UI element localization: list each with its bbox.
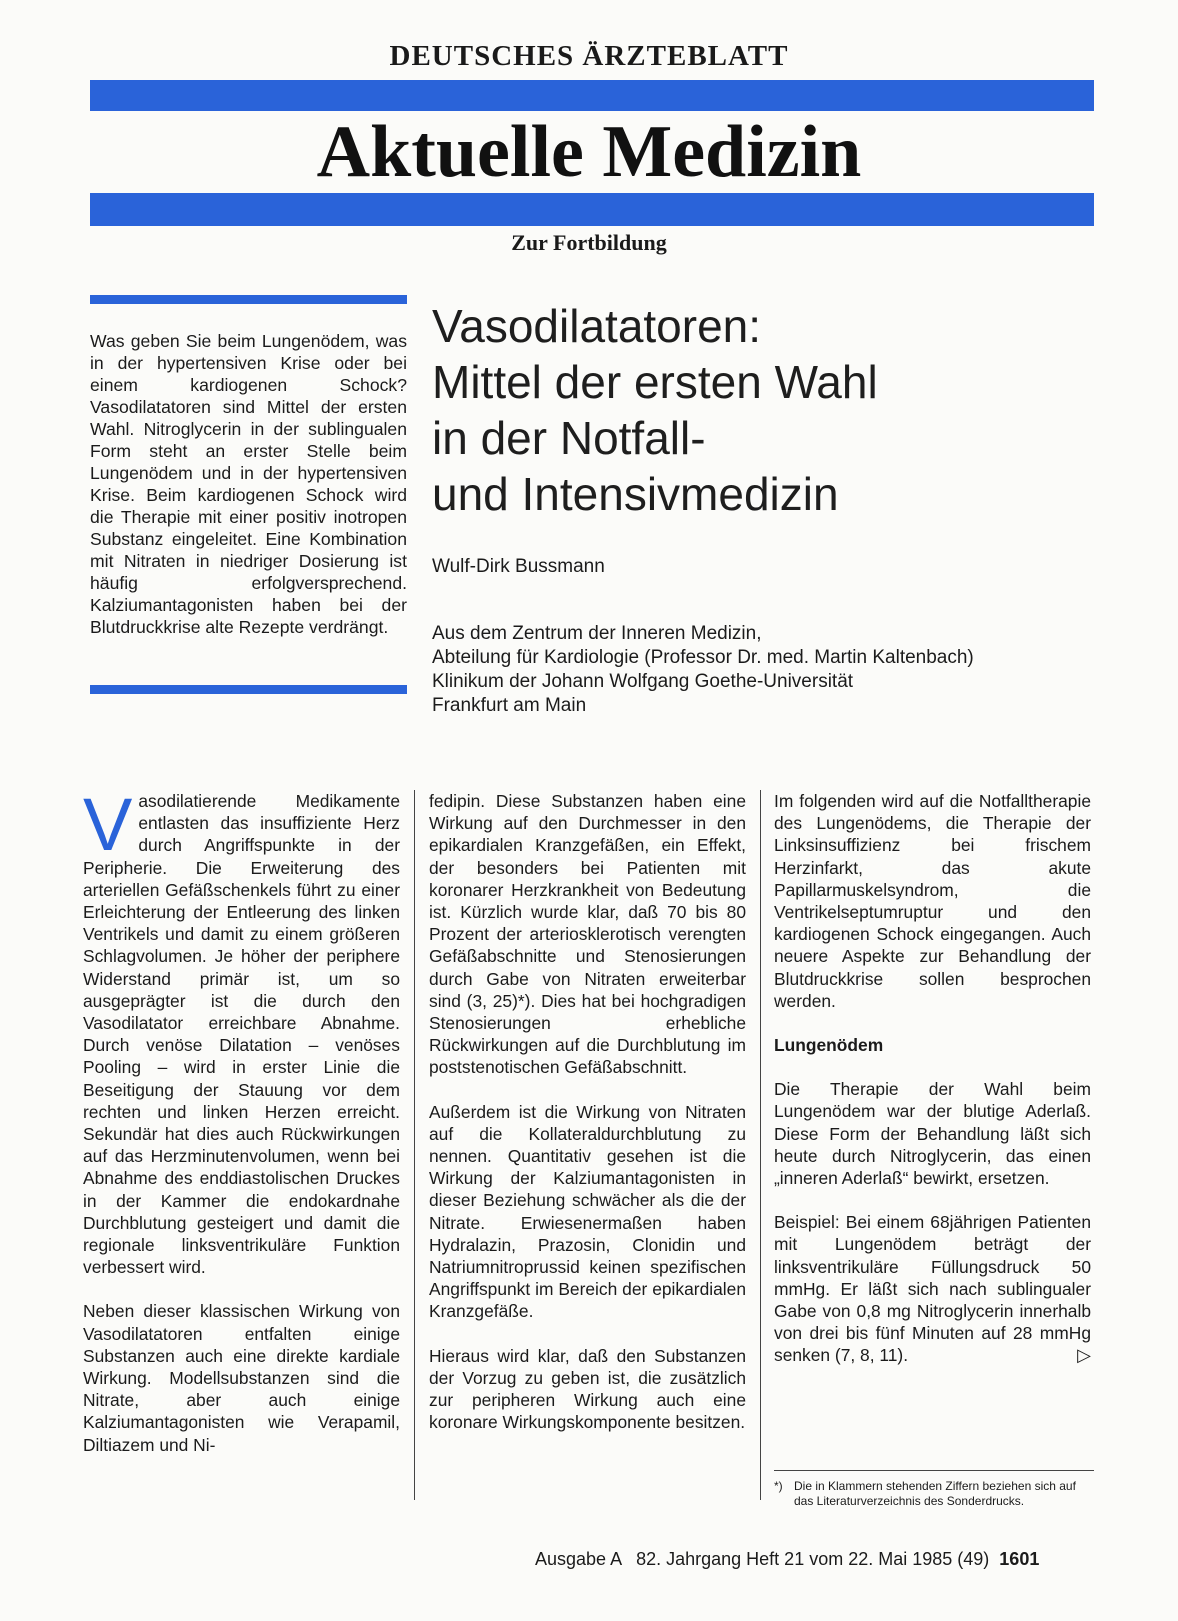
column-rule (760, 790, 761, 1500)
subsection-title: Zur Fortbildung (511, 230, 667, 255)
article-title (432, 298, 1132, 522)
section-heading: Lungenödem (774, 1035, 884, 1056)
continue-arrow-icon: ▷ (1077, 1345, 1091, 1366)
abstract-bar-bottom (90, 685, 407, 694)
paragraph (774, 1211, 1091, 1366)
issue-info: Ausgabe A 82. Jahrgang Heft 21 vom 22. Mai 1985 (49) (535, 1549, 990, 1569)
paragraph: Die Therapie der Wahl beim Lungenödem war der blutige Aderlaß. Diese Form der Behandlung läßt sich heute durch Nitroglycerin, das einen „inneren Aderlaß“ bewirkt, ersetzen. (774, 1079, 1091, 1189)
dropcap: V (83, 783, 133, 866)
title-line: und Intensivmedizin (432, 468, 839, 520)
masthead-band-bottom (90, 193, 1094, 226)
journal-name: DEUTSCHES ÄRZTEBLATT (389, 40, 789, 72)
paragraph: Neben dieser klassischen Wirkung von Vasodilatatoren entfalten einige Substanzen auch eine direkte kardiale Wirkung. Modellsubstanzen sind die Nitrate, aber auch einige Kalziumantagonisten wie Verapamil, Diltiazem und Ni- (83, 1301, 400, 1455)
masthead-band-top (90, 80, 1094, 111)
column-rule (414, 790, 415, 1500)
paragraph (83, 783, 400, 1278)
abstract (90, 330, 407, 638)
page-footer (535, 1549, 1039, 1570)
body-column-1 (83, 783, 400, 1478)
section-title: Aktuelle Medizin (316, 111, 862, 193)
affiliation-line: Klinikum der Johann Wolfgang Goethe-Universität (432, 671, 854, 692)
footnote-mark: *) (774, 1479, 783, 1493)
abstract-text: Was geben Sie beim Lungenödem, was in der hypertensiven Krise oder bei einem kardiogenen Schock? Vasodilatatoren sind Mittel der ersten Wahl. Nitroglycerin in der sublingualen Form steht an erster Stelle beim Lungenödem und in der hypertensiven Krise. Beim kardiogenen Schock wird die Therapie mit einer positiv inotropen Substanz eingeleitet. Eine Kombination mit Nitraten in niedriger Dosierung ist häufig erfolgversprechend. Kalziumantagonisten haben bei der Blutdruckkrise alte Rezepte verdrängt. (90, 331, 407, 637)
affiliation (432, 622, 974, 718)
footnote (774, 1470, 1094, 1509)
body-column-2 (429, 790, 746, 1455)
author: Wulf-Dirk Bussmann (432, 556, 605, 577)
paragraph-text: asodilatierende Medikamente entlasten das insuffiziente Herz durch Angriffspunkte in der Peripherie. Die Erweiterung des arteriellen Gefäßschenkels führt zu einer Erleichterung der Entleerung des linken Ventrikels und damit zu einem größeren Schlagvolumen. Je höher der periphere Widerstand primär ist, um so ausgeprägter ist die durch den Vasodilatator erreichbare Abnahme. Durch venöse Dilatation – venöses Pooling – wird in erster Linie die Beseitigung der Stauung vor dem rechten und linken Herzen erreicht. Sekundär hat dies auch Rückwirkungen auf das Herzminutenvolumen, wenn bei Abnahme des enddiastolischen Druckes in der Kammer die endokardnahe Durchblutung gesteigert und damit die regionale linksventrikuläre Funktion verbessert wird. (83, 791, 400, 1278)
affiliation-line: Abteilung für Kardiologie (Professor Dr. med. Martin Kaltenbach) (432, 647, 974, 668)
title-line: Vasodilatatoren: (432, 300, 762, 352)
paragraph: Hieraus wird klar, daß den Substanzen der Vorzug zu geben ist, die zusätzlich zur peripheren Wirkung auch eine koronare Wirkungskomponente besitzen. (429, 1345, 746, 1433)
footnote-text: Die in Klammern stehenden Ziffern beziehen sich auf das Literaturverzeichnis des Sonderdrucks. (794, 1479, 1076, 1508)
body-column-3 (774, 790, 1091, 1389)
paragraph: Im folgenden wird auf die Notfalltherapie des Lungenödems, die Therapie der Linksinsuffizienz bei frischem Herzinfarkt, das akute Papillarmuskelsyndrom, die Ventrikelseptumruptur und den kardiogenen Schock eingegangen. Auch neuere Aspekte zur Behandlung der Blutdruckkrise sollen besprochen werden. (774, 791, 1091, 1011)
affiliation-line: Frankfurt am Main (432, 695, 587, 716)
paragraph-text: Beispiel: Bei einem 68jährigen Patienten mit Lungenödem beträgt der linksventrikuläre Füllungsdruck 50 mmHg. Er läßt sich nach sublingualer Gabe von 0,8 mg Nitroglycerin innerhalb von drei bis fünf Minuten auf 28 mmHg senken (7, 8, 11). (774, 1212, 1091, 1366)
title-line: Mittel der ersten Wahl (432, 356, 878, 408)
paragraph: Außerdem ist die Wirkung von Nitraten auf die Kollateraldurchblutung zu nennen. Quantitativ gesehen ist die Wirkung der Kalziumantagonisten in dieser Beziehung schwächer als die der Nitrate. Erwiesenermaßen haben Hydralazin, Prazosin, Clonidin und Natriumnitroprussid keinen spezifischen Angriffspunkt im Bereich der epikardialen Kranzgefäße. (429, 1101, 746, 1322)
title-line: in der Notfall- (432, 412, 706, 464)
page-number: 1601 (999, 1549, 1040, 1569)
paragraph: fedipin. Diese Substanzen haben eine Wirkung auf den Durchmesser in den epikardialen Kranzgefäßen, ein Effekt, der besonders bei Patienten mit koronarer Herzkrankheit von Bedeutung ist. Kürzlich wurde klar, daß 70 bis 80 Prozent der arteriosklerotisch verengten Gefäßabschnitte und Stenosierungen durch Gabe von Nitraten erweiterbar sind (3, 25)*). Dies hat bei hochgradigen Stenosierungen erhebliche Rückwirkungen auf die Durchblutung im poststenotischen Gefäßabschnitt. (429, 791, 746, 1078)
affiliation-line: Aus dem Zentrum der Inneren Medizin, (432, 623, 762, 644)
abstract-bar-top (90, 295, 407, 304)
